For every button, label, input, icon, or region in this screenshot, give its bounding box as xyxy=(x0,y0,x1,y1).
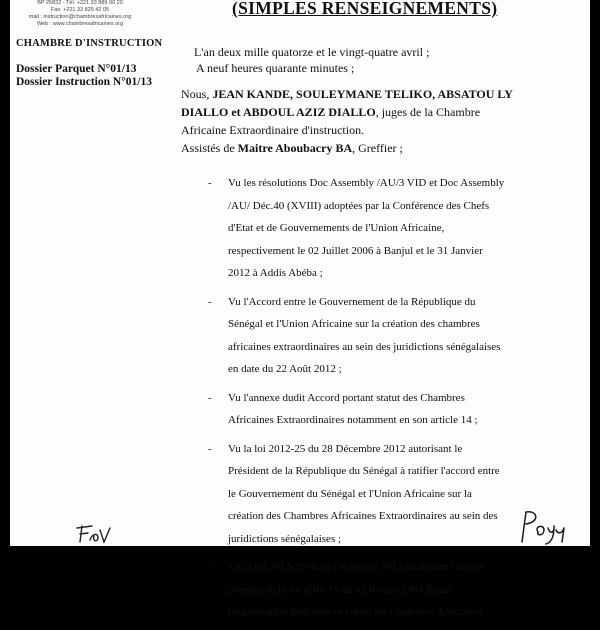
consideration-line: 2012 à Addis Abéba ; xyxy=(228,267,323,279)
contact-line-postal: BP 25832 - Tél. +221 33 889 00 20 xyxy=(37,0,123,6)
consideration-line: Vu l'annexe dudit Accord portant statut des Chambres xyxy=(228,391,465,404)
date-block xyxy=(194,44,429,76)
consideration-item xyxy=(208,387,568,432)
judges-line-2 xyxy=(181,103,561,121)
contact-block xyxy=(10,0,150,28)
consideration-line: Vu l'Accord entre le Gouvernement de la République du xyxy=(228,295,476,308)
consideration-line: Vu la loi 2012-25 du 28 Décembre 2012 autorisant le xyxy=(228,442,463,455)
bullet-dash: - xyxy=(208,442,212,455)
judges-paragraph xyxy=(181,85,561,157)
bullet-dash: - xyxy=(208,561,212,573)
consideration-line: juridictions sénégalaises ; xyxy=(228,532,342,545)
document-page xyxy=(10,0,590,618)
judges-role: , juges de la Chambre xyxy=(375,105,481,119)
greffier-name: Maitre Aboubacry BA xyxy=(237,141,353,155)
chamber-name: CHAMBRE D'INSTRUCTION xyxy=(16,38,163,49)
consideration-line: respectivement le 02 Juillet 2006 à Banjul et le 31 Janvier xyxy=(228,244,483,257)
assist-prefix: Assistés de xyxy=(181,141,238,155)
contact-line-fax: Fax: +221 33 825 42 05 xyxy=(50,7,110,13)
consideration-item xyxy=(208,438,568,551)
consideration-item xyxy=(208,172,568,285)
dossier-parquet: Dossier Parquet N°01/13 xyxy=(16,63,137,75)
consideration-line: premier de la loi n°84-19 du 02 février 1984 fixant xyxy=(228,583,452,596)
consideration-line: Vu la loi 2012-29 du28 Décembre 2012 modifiant l'article xyxy=(228,561,484,573)
consideration-line: d'Etat et de Gouvernements de l'Union Africaine, xyxy=(228,222,445,234)
contact-line-mail: mail : instruction@chambresafricaines.org xyxy=(28,14,132,20)
consideration-line: Sénégal et l'Union Africaine sur la création des chambres xyxy=(228,318,480,330)
consideration-line: création des Chambres Africaines Extraordinaires au sein des xyxy=(228,510,498,522)
judges-names-2: DIALLO et ABDOUL AZIZ DIALLO xyxy=(181,105,376,119)
considerations-list xyxy=(208,172,568,630)
consideration-line: Président de la République du Sénégal à ratifier l'accord entre xyxy=(228,465,500,477)
consideration-line: en date du 22 Août 2012 ; xyxy=(228,363,342,375)
greffier-line xyxy=(181,139,561,157)
date-line: L'an deux mille quatorze et le vingt-quatre avril ; xyxy=(194,45,430,59)
judges-names-1: JEAN KANDE, SOULEYMANE TELIKO, ABSATOU LY xyxy=(212,87,513,101)
consideration-item xyxy=(208,291,568,381)
contact-line-web: Web : www.chambresafricaines.org xyxy=(36,21,124,27)
consideration-line: africaines extraordinaires au sein des juridictions sénégalaises xyxy=(228,340,501,353)
bullet-dash: - xyxy=(208,391,212,404)
judges-line-1 xyxy=(181,85,561,103)
time-line: A neuf heures quarante minutes ; xyxy=(196,61,355,75)
document-title: (SIMPLES RENSEIGNEMENTS) xyxy=(232,0,498,18)
handwritten-signature-right xyxy=(516,508,572,546)
consideration-line: /AU/ Déc.40 (XVIII) adoptées par la Conférence des Chefs xyxy=(228,199,490,212)
consideration-line: Vu les résolutions Doc Assembly /AU/3 VID et Doc Assembly xyxy=(228,177,505,189)
bullet-dash: - xyxy=(208,177,212,189)
consideration-line: Africaines Extraordinaires notamment en son article 14 ; xyxy=(228,414,478,426)
consideration-line: l'organisation judiciaire et créant les Chambres Africaines xyxy=(228,606,483,618)
consideration-item xyxy=(208,556,568,624)
consideration-line: le Gouvernement du Sénégal et l'Union Africaine sur la xyxy=(228,487,472,500)
assist-suffix: , Greffier ; xyxy=(352,141,403,155)
bullet-dash: - xyxy=(208,295,212,308)
judges-prefix: Nous, xyxy=(181,87,213,101)
case-reference-block xyxy=(16,38,162,89)
judges-line-3: Africaine Extraordinaire d'instruction. xyxy=(181,123,365,137)
dossier-instruction: Dossier Instruction N°01/13 xyxy=(16,76,153,88)
handwritten-initials-left xyxy=(74,520,116,546)
